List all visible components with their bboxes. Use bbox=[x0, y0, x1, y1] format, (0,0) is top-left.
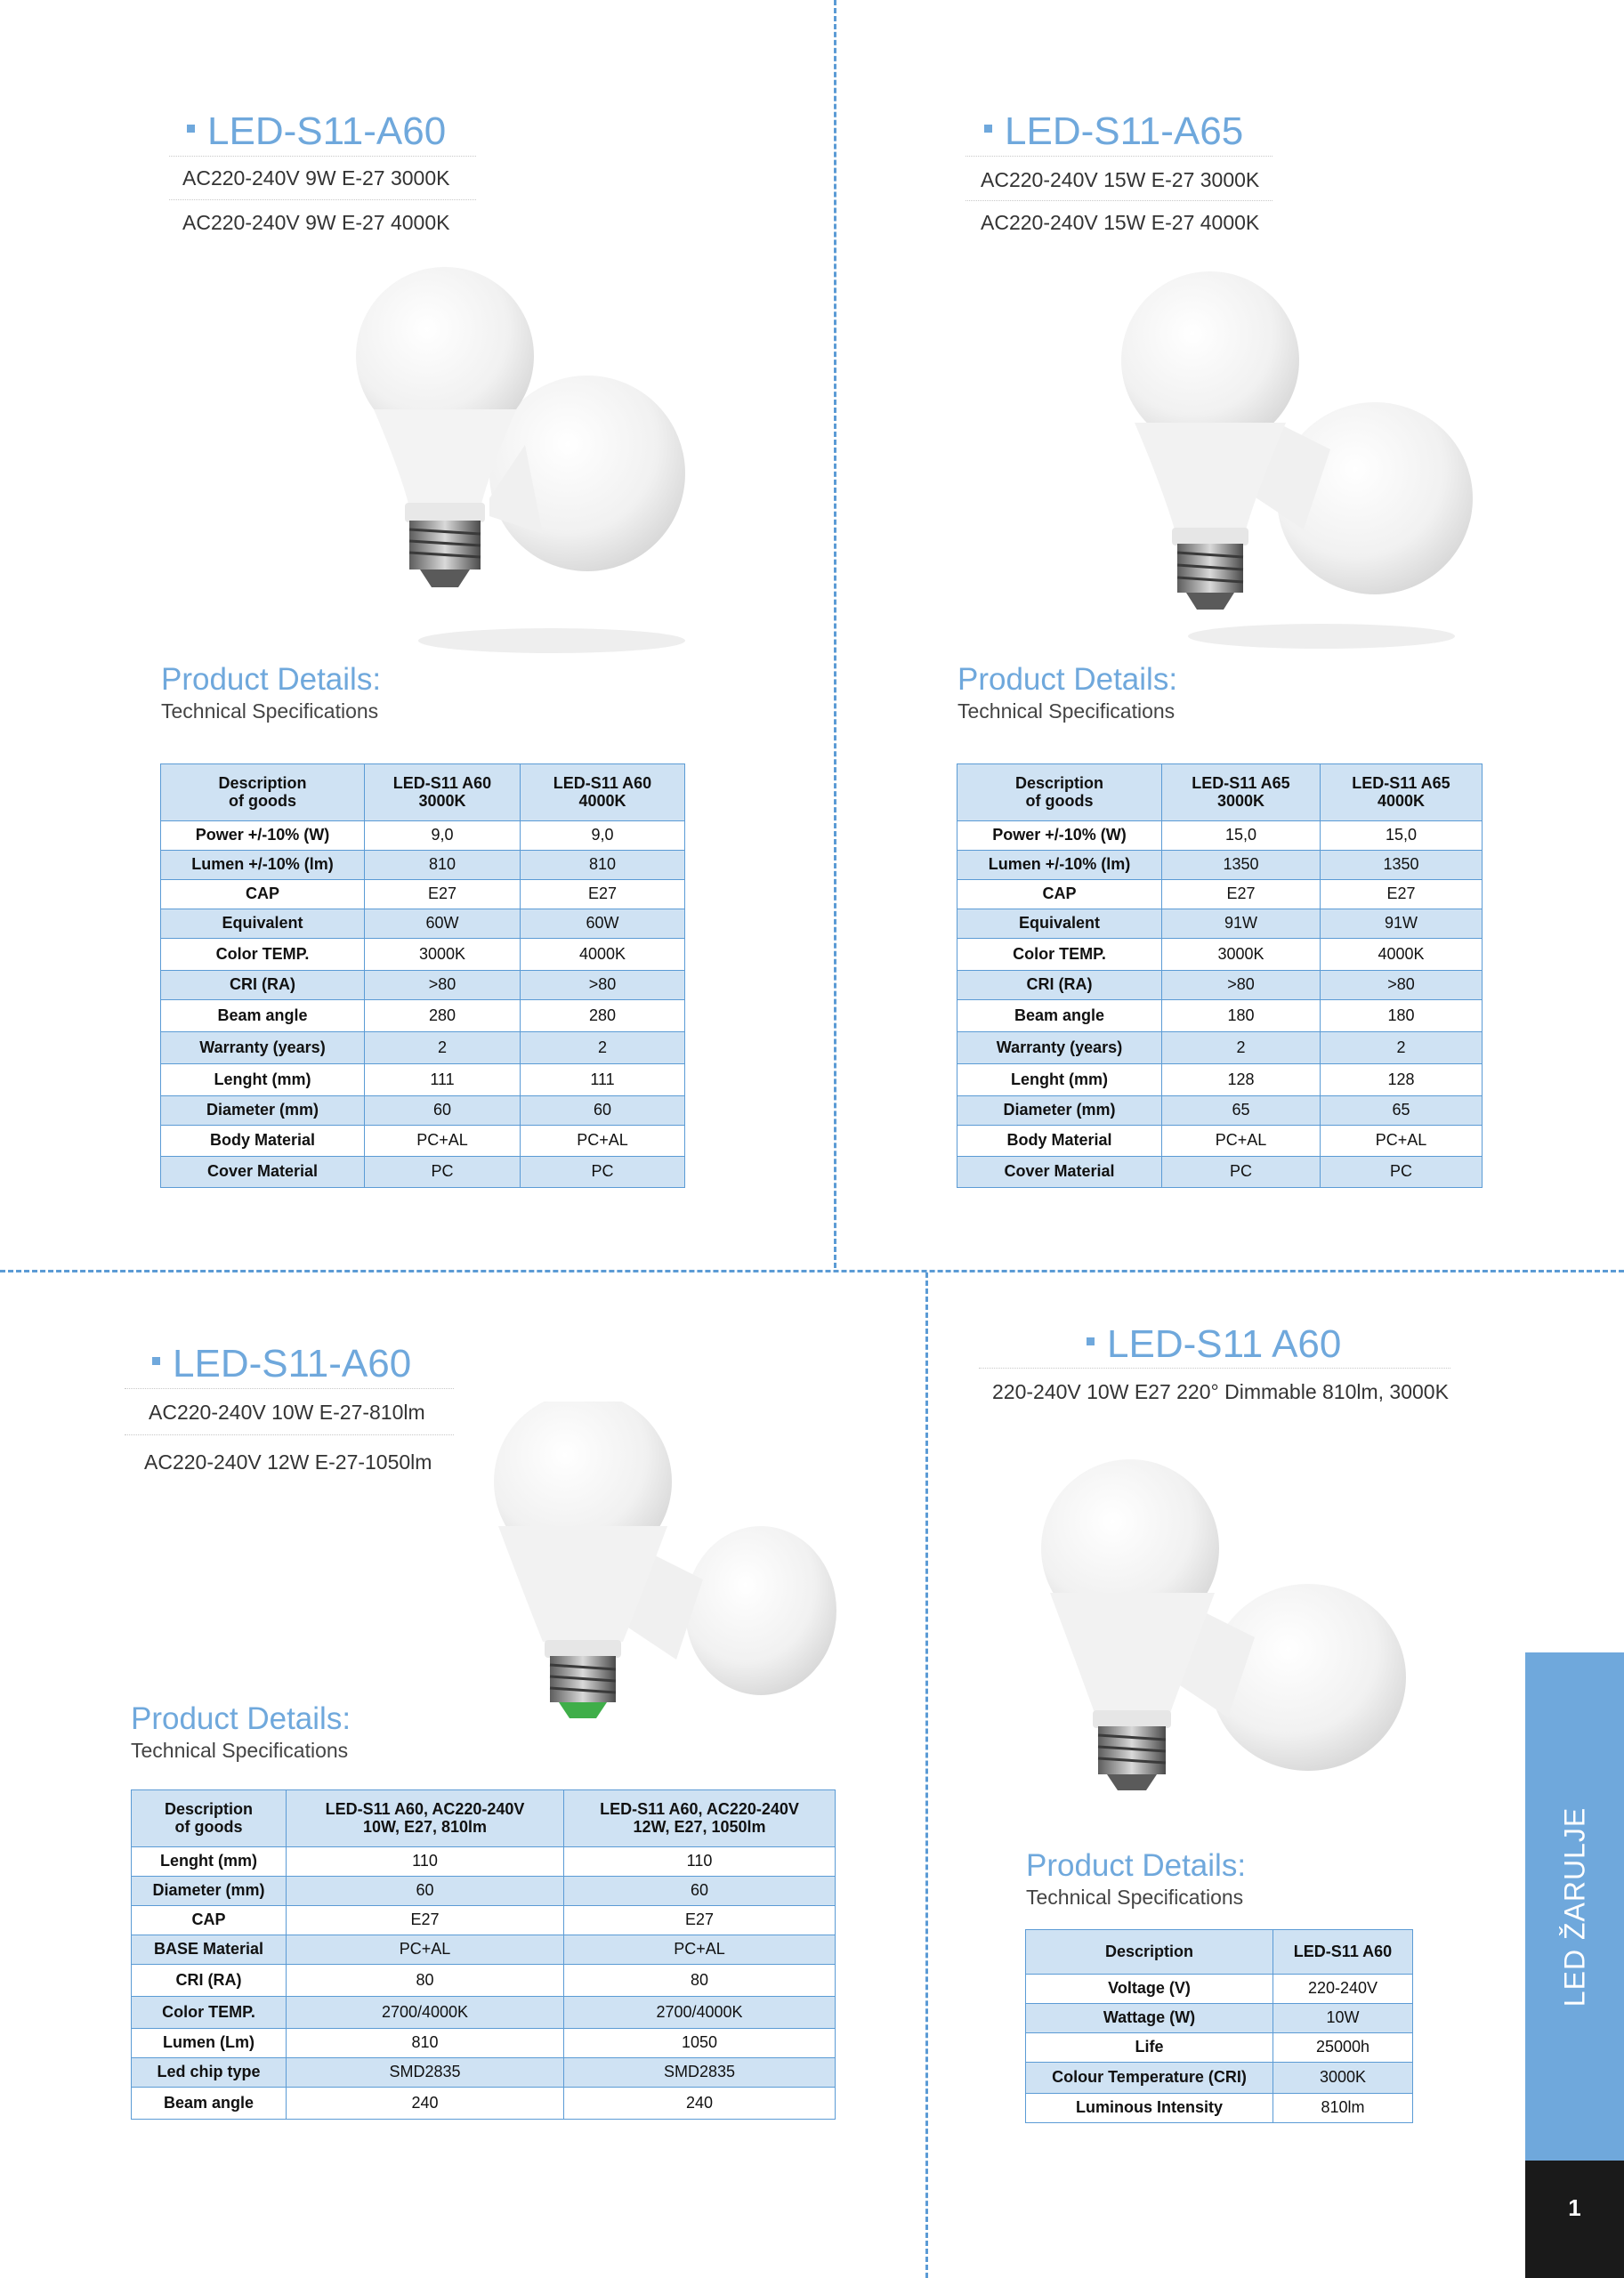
bullet-square-icon bbox=[152, 1357, 160, 1365]
table-header-row bbox=[161, 764, 685, 821]
vertical-divider-top bbox=[834, 0, 836, 1268]
table-row: Power +/-10% (W) 9,0 9,0 bbox=[161, 821, 685, 851]
variant-divider bbox=[966, 200, 1273, 201]
variant-1: 220-240V 10W E27 220° Dimmable 810lm, 3000K bbox=[992, 1380, 1449, 1403]
table-row: Beam angle 240 240 bbox=[132, 2088, 836, 2120]
table-row: Equivalent 91W 91W bbox=[957, 909, 1483, 939]
header-cell: Description of goods bbox=[132, 1790, 287, 1847]
variant-2: AC220-240V 15W E-27 4000K bbox=[981, 211, 1260, 234]
table-header-row bbox=[957, 764, 1483, 821]
bullet-square-icon bbox=[187, 125, 195, 133]
bullet-square-icon bbox=[984, 125, 992, 133]
header-cell: LED-S11 A60, AC220-240V 10W, E27, 810lm bbox=[287, 1790, 564, 1847]
table-row: Body Material PC+AL PC+AL bbox=[957, 1126, 1483, 1157]
table-row: Colour Temperature (CRI) 3000K bbox=[1026, 2063, 1413, 2094]
table-row: Wattage (W) 10W bbox=[1026, 2004, 1413, 2033]
table-row: Lumen +/-10% (lm) 810 810 bbox=[161, 851, 685, 880]
table-row: CRI (RA) >80 >80 bbox=[957, 971, 1483, 1000]
table-header-row bbox=[132, 1790, 836, 1847]
table-row: Beam angle 180 180 bbox=[957, 1000, 1483, 1032]
table-row: Led chip type SMD2835 SMD2835 bbox=[132, 2058, 836, 2088]
variant-2: AC220-240V 9W E-27 4000K bbox=[182, 211, 450, 234]
product-details-heading: Product Details: bbox=[161, 662, 382, 697]
header-cell: LED-S11 A60 3000K bbox=[365, 764, 521, 821]
product-title: LED-S11-A60 bbox=[152, 1345, 411, 1384]
side-category-label: LED ŽARULJE bbox=[1558, 1806, 1591, 2007]
table-row: CRI (RA) >80 >80 bbox=[161, 971, 685, 1000]
technical-specifications-label: Technical Specifications bbox=[1026, 1886, 1244, 1909]
technical-specifications-label: Technical Specifications bbox=[131, 1739, 349, 1762]
led-bulb-image bbox=[1108, 271, 1491, 654]
header-cell: LED-S11 A60 bbox=[1273, 1930, 1413, 1975]
page-number: 1 bbox=[1568, 2194, 1581, 2221]
table-row: Beam angle 280 280 bbox=[161, 1000, 685, 1032]
table-row: Diameter (mm) 65 65 bbox=[957, 1096, 1483, 1126]
table-row: Lenght (mm) 110 110 bbox=[132, 1847, 836, 1877]
table-row: Voltage (V) 220-240V bbox=[1026, 1975, 1413, 2004]
table-row: Lenght (mm) 128 128 bbox=[957, 1064, 1483, 1096]
product-title: LED-S11-A60 bbox=[187, 112, 446, 151]
technical-specifications-label: Technical Specifications bbox=[161, 699, 379, 723]
product-title: LED-S11 A60 bbox=[1087, 1325, 1341, 1364]
table-row: CAP E27 E27 bbox=[132, 1906, 836, 1935]
variant-1: AC220-240V 15W E-27 3000K bbox=[981, 168, 1260, 191]
title-underline bbox=[966, 156, 1273, 157]
table-row: Color TEMP. 3000K 4000K bbox=[957, 939, 1483, 971]
variant-divider bbox=[169, 199, 476, 200]
bullet-square-icon bbox=[1087, 1337, 1095, 1345]
table-row: Warranty (years) 2 2 bbox=[161, 1032, 685, 1064]
header-cell: LED-S11 A65 4000K bbox=[1321, 764, 1483, 821]
header-cell: Description of goods bbox=[161, 764, 365, 821]
table-row: BASE Material PC+AL PC+AL bbox=[132, 1935, 836, 1965]
table-row: Cover Material PC PC bbox=[161, 1157, 685, 1188]
variant-divider bbox=[125, 1434, 454, 1435]
product-details-heading: Product Details: bbox=[131, 1701, 351, 1736]
horizontal-divider bbox=[0, 1270, 1624, 1272]
variant-2: AC220-240V 12W E-27-1050lm bbox=[144, 1450, 432, 1474]
header-cell: LED-S11 A60 4000K bbox=[521, 764, 685, 821]
table-row: Color TEMP. 3000K 4000K bbox=[161, 939, 685, 971]
led-bulb-image bbox=[338, 267, 712, 658]
spec-table bbox=[131, 1789, 836, 2120]
table-row: CAP E27 E27 bbox=[957, 880, 1483, 909]
variant-1: AC220-240V 10W E-27-810lm bbox=[149, 1401, 425, 1424]
table-header-row bbox=[1026, 1930, 1413, 1975]
table-row: Warranty (years) 2 2 bbox=[957, 1032, 1483, 1064]
spec-table bbox=[160, 763, 685, 1188]
vertical-divider-bottom bbox=[925, 1272, 928, 2278]
product-title: LED-S11-A65 bbox=[984, 112, 1243, 151]
led-bulb-image bbox=[489, 1402, 845, 1740]
technical-specifications-label: Technical Specifications bbox=[957, 699, 1176, 723]
table-row: Lenght (mm) 111 111 bbox=[161, 1064, 685, 1096]
header-cell: Description of goods bbox=[957, 764, 1162, 821]
spec-table bbox=[1025, 1929, 1413, 2123]
table-row: Luminous Intensity 810lm bbox=[1026, 2094, 1413, 2123]
table-row: CRI (RA) 80 80 bbox=[132, 1965, 836, 1997]
header-cell: LED-S11 A60, AC220-240V 12W, E27, 1050lm bbox=[564, 1790, 836, 1847]
table-row: Diameter (mm) 60 60 bbox=[161, 1096, 685, 1126]
title-underline bbox=[125, 1388, 454, 1389]
table-row: Body Material PC+AL PC+AL bbox=[161, 1126, 685, 1157]
header-cell: LED-S11 A65 3000K bbox=[1162, 764, 1321, 821]
table-row: Life 25000h bbox=[1026, 2033, 1413, 2063]
header-cell: Description bbox=[1026, 1930, 1273, 1975]
spec-table bbox=[957, 763, 1483, 1188]
table-row: CAP E27 E27 bbox=[161, 880, 685, 909]
led-bulb-image bbox=[1041, 1459, 1415, 1815]
table-row: Lumen (Lm) 810 1050 bbox=[132, 2029, 836, 2058]
table-row: Color TEMP. 2700/4000K 2700/4000K bbox=[132, 1997, 836, 2029]
title-underline bbox=[979, 1368, 1450, 1369]
table-row: Cover Material PC PC bbox=[957, 1157, 1483, 1188]
title-underline bbox=[169, 156, 476, 157]
table-row: Diameter (mm) 60 60 bbox=[132, 1877, 836, 1906]
table-row: Lumen +/-10% (lm) 1350 1350 bbox=[957, 851, 1483, 880]
table-row: Power +/-10% (W) 15,0 15,0 bbox=[957, 821, 1483, 851]
variant-1: AC220-240V 9W E-27 3000K bbox=[182, 166, 450, 190]
table-row: Equivalent 60W 60W bbox=[161, 909, 685, 939]
product-details-heading: Product Details: bbox=[957, 662, 1178, 697]
product-details-heading: Product Details: bbox=[1026, 1848, 1247, 1883]
